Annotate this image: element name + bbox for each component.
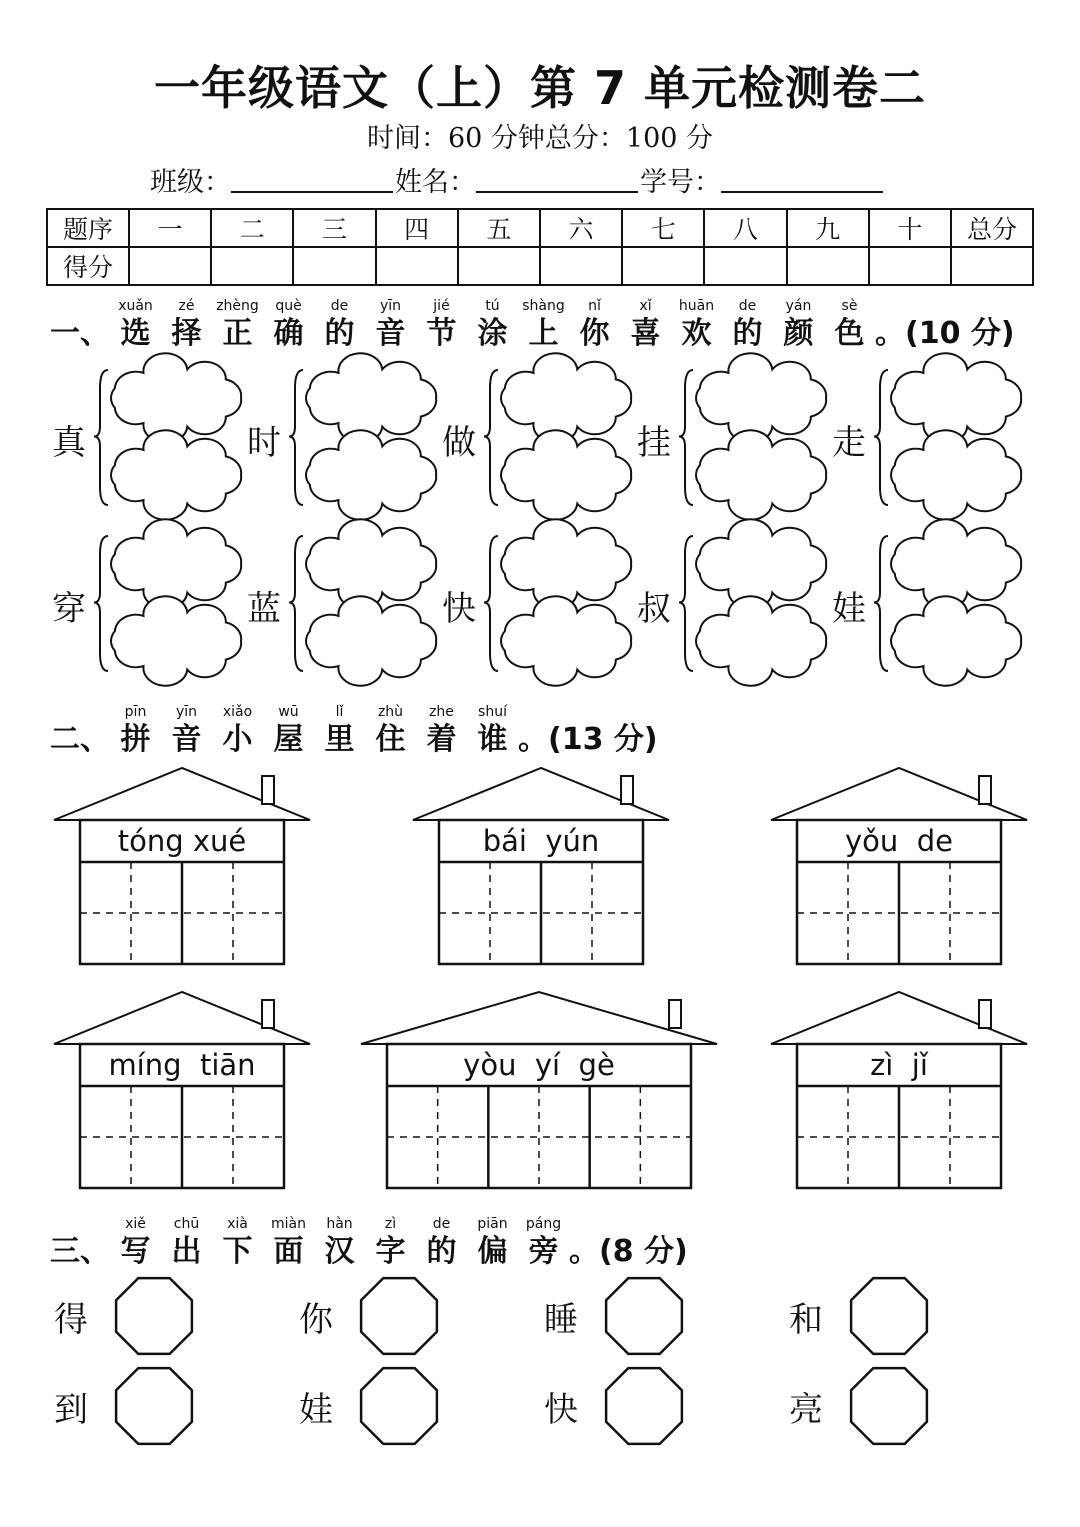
heading-char: 面 — [273, 1234, 304, 1269]
pinyin-annotation: de — [738, 298, 757, 314]
pinyin-cloud — [306, 519, 436, 609]
choice-brace — [679, 370, 693, 505]
radical-answer-octagon — [116, 1278, 192, 1354]
radical-question-char: 你 — [299, 1300, 333, 1340]
pinyin-annotation: tú — [485, 298, 500, 314]
pinyin-cloud — [111, 430, 241, 520]
pinyin-cloud — [891, 353, 1021, 443]
heading-char: 着 — [426, 722, 457, 757]
heading-char: 音 — [375, 316, 406, 351]
heading-char: 的 — [426, 1234, 457, 1269]
score-table-col-4: 四 — [376, 209, 458, 247]
heading-char: 的 — [324, 316, 355, 351]
pinyin-annotation: yīn — [379, 298, 402, 314]
pinyin-annotation: wū — [278, 704, 299, 720]
choice-char: 挂 — [637, 422, 671, 463]
score-table-col-7: 七 — [622, 209, 704, 247]
pinyin-annotation: piān — [477, 1216, 508, 1232]
pinyin-cloud — [696, 353, 826, 443]
house-chimney — [262, 1000, 274, 1028]
house-pinyin: tóng xué — [117, 824, 247, 858]
pinyin-annotation: zhe — [429, 704, 454, 720]
pinyin-cloud — [501, 353, 631, 443]
heading-char: 屋 — [273, 722, 304, 757]
pinyin-annotation: zhèng — [216, 298, 259, 314]
pinyin-annotation: yán — [785, 298, 812, 314]
radical-question-char: 睡 — [544, 1300, 578, 1340]
radical-question-char: 得 — [54, 1300, 88, 1340]
section-points: 。(13 分) — [518, 722, 658, 757]
house-pinyin: bái yún — [482, 824, 600, 858]
section-number: 三、 — [50, 1234, 110, 1269]
pinyin-annotation: yīn — [175, 704, 198, 720]
radical-question-char: 亮 — [789, 1390, 823, 1430]
house-chimney — [979, 776, 991, 804]
pinyin-cloud — [111, 519, 241, 609]
heading-char: 旁 — [528, 1234, 559, 1269]
heading-char: 你 — [579, 316, 610, 351]
choice-brace — [94, 536, 108, 671]
pinyin-cloud — [306, 353, 436, 443]
pinyin-annotation: zì — [384, 1216, 397, 1232]
pinyin-cloud — [696, 596, 826, 686]
choice-char: 娃 — [832, 588, 866, 629]
house-chimney — [262, 776, 274, 804]
page-title: 一年级语文（上）第 7 单元检测卷二 — [153, 61, 927, 115]
heading-char: 色 — [834, 316, 865, 351]
radical-answer-octagon — [606, 1278, 682, 1354]
radical-answer-octagon — [851, 1368, 927, 1444]
heading-char: 确 — [273, 316, 304, 351]
heading-char: 选 — [120, 316, 151, 351]
score-table-col-3: 三 — [293, 209, 375, 247]
radical-question-char: 快 — [544, 1390, 578, 1430]
pinyin-annotation: huān — [678, 298, 715, 314]
heading-char: 住 — [375, 722, 406, 757]
section-number: 一、 — [50, 316, 110, 351]
section-points: 。(8 分) — [569, 1234, 688, 1269]
heading-char: 节 — [426, 316, 457, 351]
heading-char: 下 — [222, 1234, 253, 1269]
pinyin-annotation: zhù — [377, 704, 404, 720]
pinyin-cloud — [111, 596, 241, 686]
choice-char: 时 — [247, 422, 281, 463]
pinyin-annotation: páng — [525, 1216, 562, 1232]
pinyin-annotation: xǐ — [639, 298, 652, 314]
class-label: 班级： — [150, 167, 231, 198]
pinyin-annotation: zé — [178, 298, 195, 314]
pinyin-annotation: lǐ — [335, 704, 344, 720]
radical-answer-octagon — [851, 1278, 927, 1354]
pinyin-annotation: pīn — [124, 704, 147, 720]
pinyin-annotation: xiě — [125, 1216, 146, 1232]
radical-answer-octagon — [606, 1368, 682, 1444]
score-table-col-2: 二 — [211, 209, 293, 247]
pinyin-cloud — [306, 430, 436, 520]
heading-char: 颜 — [783, 316, 814, 351]
heading-char: 汉 — [324, 1234, 355, 1269]
score-table-col-5: 五 — [458, 209, 540, 247]
choice-char: 走 — [832, 422, 866, 463]
pinyin-annotation: hàn — [326, 1216, 353, 1232]
heading-char: 的 — [732, 316, 763, 351]
heading-char: 音 — [171, 722, 202, 757]
pinyin-annotation: què — [275, 298, 302, 314]
pinyin-annotation: chū — [173, 1216, 200, 1232]
section-number: 二、 — [50, 722, 110, 757]
heading-char: 谁 — [477, 722, 508, 757]
pinyin-annotation: nǐ — [588, 298, 601, 314]
heading-char: 字 — [375, 1234, 406, 1269]
choice-brace — [94, 370, 108, 505]
choice-char: 真 — [52, 422, 86, 463]
heading-char: 择 — [171, 316, 202, 351]
house-pinyin: míng tiān — [108, 1048, 256, 1082]
score-table-score-label: 得分 — [47, 247, 129, 285]
choice-brace — [484, 536, 498, 671]
heading-char: 写 — [120, 1234, 151, 1269]
choice-brace — [484, 370, 498, 505]
heading-char: 里 — [324, 722, 355, 757]
heading-char: 偏 — [477, 1234, 508, 1269]
heading-char: 出 — [171, 1234, 202, 1269]
radical-question-char: 娃 — [299, 1390, 333, 1430]
score-table-col-6: 六 — [540, 209, 622, 247]
choice-brace — [874, 370, 888, 505]
choice-brace — [874, 536, 888, 671]
pinyin-annotation: de — [330, 298, 349, 314]
score-table-col-1: 一 — [129, 209, 211, 247]
house-chimney — [979, 1000, 991, 1028]
choice-char: 做 — [442, 422, 476, 463]
pinyin-cloud — [501, 430, 631, 520]
pinyin-annotation: xuǎn — [118, 298, 153, 314]
choice-char: 蓝 — [247, 588, 281, 629]
house-pinyin: zì jǐ — [870, 1048, 928, 1082]
pinyin-annotation: sè — [841, 298, 858, 314]
pinyin-annotation: xià — [227, 1216, 248, 1232]
pinyin-cloud — [111, 353, 241, 443]
heading-char: 欢 — [681, 316, 712, 351]
choice-char: 穿 — [52, 588, 86, 629]
pinyin-annotation: shuí — [478, 704, 507, 720]
radical-answer-octagon — [361, 1278, 437, 1354]
score-table-order-label: 题序 — [47, 209, 129, 247]
score-table-col-11: 总分 — [951, 209, 1033, 247]
pinyin-annotation: xiǎo — [222, 704, 253, 720]
choice-brace — [289, 536, 303, 671]
score-table-col-8: 八 — [704, 209, 786, 247]
choice-brace — [679, 536, 693, 671]
radical-answer-octagon — [116, 1368, 192, 1444]
pinyin-cloud — [696, 430, 826, 520]
house-pinyin: yòu yí gè — [463, 1048, 615, 1082]
pinyin-cloud — [891, 430, 1021, 520]
pinyin-cloud — [696, 519, 826, 609]
section-points: 。(10 分) — [875, 316, 1015, 351]
pinyin-cloud — [891, 519, 1021, 609]
house-chimney — [621, 776, 633, 804]
pinyin-cloud — [501, 596, 631, 686]
pinyin-annotation: de — [432, 1216, 451, 1232]
heading-char: 涂 — [477, 316, 508, 351]
heading-char: 喜 — [630, 316, 661, 351]
house-pinyin: yǒu de — [845, 824, 953, 858]
heading-char: 上 — [528, 316, 559, 351]
house-roof — [361, 992, 717, 1044]
choice-brace — [289, 370, 303, 505]
radical-question-char: 和 — [789, 1300, 823, 1340]
heading-char: 小 — [222, 722, 253, 757]
choice-char: 快 — [442, 588, 476, 629]
pinyin-annotation: shàng — [522, 298, 565, 314]
exam-time-score: 时间：60 分钟总分：100 分 — [366, 123, 714, 154]
pinyin-cloud — [501, 519, 631, 609]
house-chimney — [669, 1000, 681, 1028]
radical-answer-octagon — [361, 1368, 437, 1444]
choice-char: 叔 — [637, 588, 671, 629]
heading-char: 拼 — [120, 722, 151, 757]
id-label: 学号： — [640, 167, 721, 198]
score-table-col-10: 十 — [869, 209, 951, 247]
radical-question-char: 到 — [54, 1390, 88, 1430]
name-label: 姓名： — [395, 167, 476, 198]
pinyin-cloud — [306, 596, 436, 686]
pinyin-annotation: miàn — [271, 1216, 306, 1232]
pinyin-annotation: jié — [433, 298, 450, 314]
heading-char: 正 — [222, 316, 253, 351]
score-table-col-9: 九 — [787, 209, 869, 247]
pinyin-cloud — [891, 596, 1021, 686]
